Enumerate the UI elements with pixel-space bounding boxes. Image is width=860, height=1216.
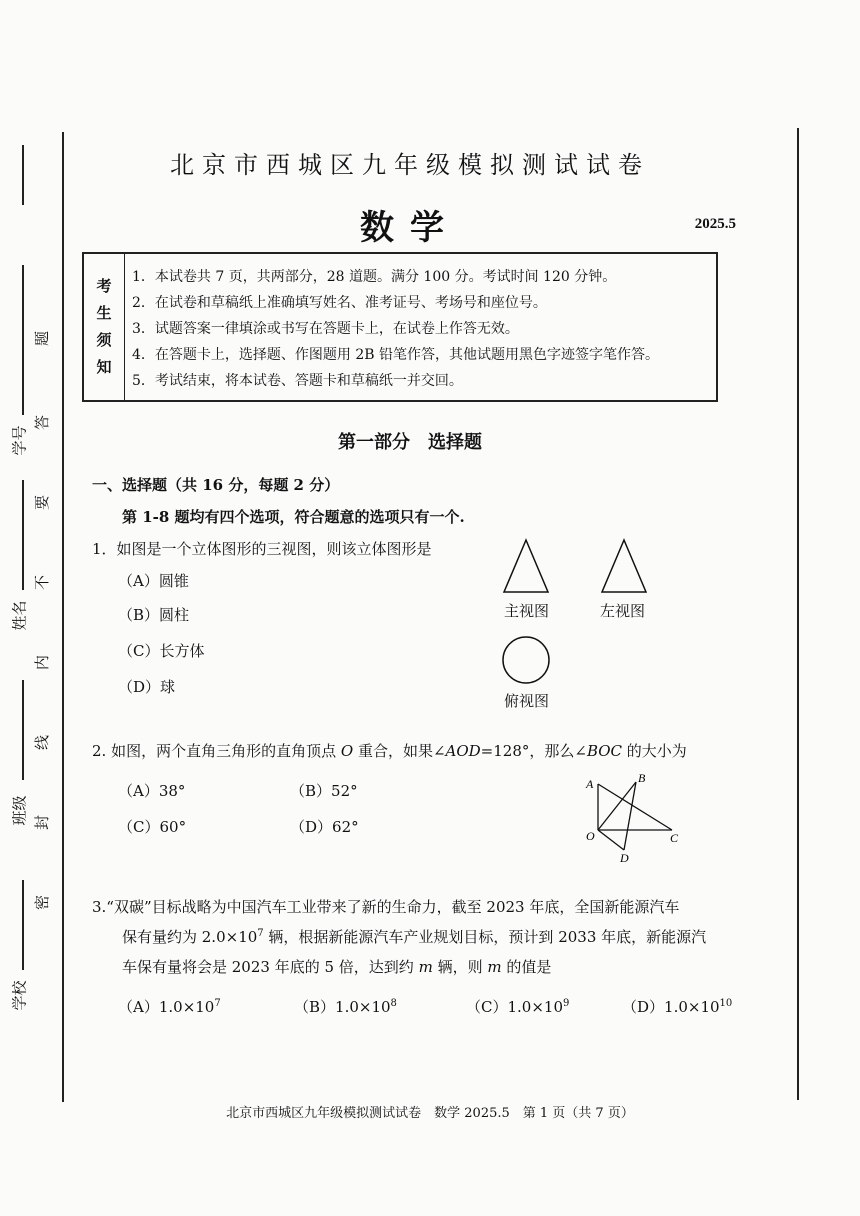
page-border-right [797, 128, 799, 1100]
seal-word: 答 [33, 414, 52, 431]
q3-option-exponent: 9 [563, 998, 570, 1009]
q3-text: 车保有量将会是 2023 年底的 5 倍，达到约 [122, 958, 419, 976]
q3-line-1: 3.“双碳”目标战略为中国汽车工业带来了新的生命力，截至 2023 年底，全国新能源汽车 [92, 898, 680, 916]
q3-line-3 [122, 956, 551, 977]
blank-line-name [22, 480, 24, 590]
notice-label-char: 须 [96, 331, 112, 349]
blank-line-class [22, 680, 24, 780]
q3-var-m: m [418, 958, 433, 976]
subject-title: 数学 [360, 208, 460, 248]
q1-option-d: （D）球 [118, 678, 176, 696]
seal-word: 内 [33, 654, 52, 671]
binding-label-student-id: 学号 [10, 425, 29, 456]
q3-line-2 [122, 926, 706, 947]
notice-item: 2．在试卷和草稿纸上准确填写姓名、准考证号、考场号和座位号。 [132, 295, 547, 311]
q2-stem-part: 的大小为 [622, 742, 687, 760]
q1-option-b: （B）圆柱 [118, 606, 190, 624]
q1-option-c: （C）长方体 [118, 642, 205, 660]
q3-option-text: （A）1.0×10 [118, 998, 215, 1016]
notice-box [82, 252, 718, 402]
page-footer: 北京市西城区九年级模拟测试试卷 数学 2025.5 第 1 页（共 7 页） [226, 1106, 634, 1121]
q2-option-b: （B）52° [290, 782, 358, 800]
q1-three-views-figure [490, 530, 670, 715]
q3-option-b [294, 996, 397, 1017]
q2-var-boc: BOC [586, 742, 623, 760]
notice-item: 3．试题答案一律填涂或书写在答题卡上，在试卷上作答无效。 [132, 321, 519, 337]
q2-stem [92, 740, 687, 761]
notice-item: 5．考试结束，将本试卷、答题卡和草稿纸一并交回。 [132, 373, 463, 389]
q3-text: 辆，则 [432, 958, 488, 976]
q3-option-d [622, 996, 732, 1017]
binding-label-class: 班级 [10, 795, 29, 826]
segment-bd [624, 782, 636, 850]
section-heading: 一、选择题（共 16 分，每题 2 分） [92, 476, 340, 494]
binding-label-name: 姓名 [10, 600, 29, 631]
segment-ob [598, 782, 636, 830]
point-label-b: B [638, 771, 646, 785]
blank-line-student-id [22, 265, 24, 415]
q3-option-text: （B）1.0×10 [294, 998, 391, 1016]
binding-label-school: 学校 [10, 980, 29, 1011]
notice-label-char: 生 [96, 304, 112, 322]
seal-word: 要 [33, 494, 52, 511]
q2-option-c: （C）60° [118, 818, 187, 836]
exam-date: 2025.5 [694, 216, 736, 232]
seal-word: 不 [33, 574, 52, 591]
front-view-label: 主视图 [504, 602, 550, 620]
point-label-a: A [586, 777, 594, 791]
q2-option-a: （A）38° [118, 782, 186, 800]
notice-item: 4．在答题卡上，选择题、作图题用 2B 铅笔作答，其他试题用黑色字迹签字笔作答。 [132, 347, 660, 363]
q3-text: 保有量约为 2.0×10 [122, 928, 258, 946]
top-view-label: 俯视图 [504, 692, 550, 710]
front-view-triangle [504, 540, 548, 592]
q3-text: 辆，根据新能源汽车产业规划目标，预计到 2033 年底，新能源汽 [263, 928, 707, 946]
notice-list [132, 264, 659, 394]
section-title: 第一部分 选择题 [338, 432, 482, 453]
point-label-o: O [586, 829, 595, 843]
q3-option-c [466, 996, 569, 1017]
blank-line-school [22, 880, 24, 970]
q3-option-a [118, 996, 221, 1017]
binding-strip-line [62, 132, 64, 1102]
q1-stem: 1．如图是一个立体图形的三视图，则该立体图形是 [92, 540, 432, 558]
point-label-c: C [670, 831, 679, 845]
exam-title: 北京市西城区九年级模拟测试试卷 [170, 151, 650, 179]
notice-label-char: 知 [96, 358, 112, 376]
top-view-circle [503, 637, 549, 683]
seal-word: 封 [33, 814, 52, 831]
seal-word: 线 [33, 734, 52, 751]
q2-stem-part: =128°，那么∠ [480, 742, 587, 760]
left-view-triangle [602, 540, 646, 592]
q3-option-text: （D）1.0×10 [622, 998, 720, 1016]
q3-option-exponent: 7 [214, 998, 221, 1009]
q3-option-exponent: 10 [719, 998, 733, 1009]
seal-word: 密 [33, 894, 52, 911]
notice-label-char: 考 [96, 277, 112, 295]
q1-option-a: （A）圆锥 [118, 572, 189, 590]
q2-option-d: （D）62° [290, 818, 359, 836]
q3-var-m: m [487, 958, 502, 976]
notice-item: 1．本试卷共 7 页，共两部分，28 道题。满分 100 分。考试时间 120 分钟。 [132, 269, 617, 285]
point-label-d: D [620, 851, 629, 865]
q2-stem-part: 重合，如果∠ [353, 742, 446, 760]
q2-var-aod: AOD [445, 742, 481, 760]
q3-exponent: 7 [257, 928, 264, 939]
left-view-label: 左视图 [600, 602, 646, 620]
q3-text: 的值是 [501, 958, 552, 976]
q2-var-o: O [340, 742, 354, 760]
seal-word: 题 [33, 330, 52, 347]
notice-label [84, 254, 125, 400]
segment-od [598, 830, 624, 850]
q3-option-exponent: 8 [390, 998, 397, 1009]
q2-triangles-figure [580, 768, 690, 868]
section-instruction: 第 1-8 题均有四个选项，符合题意的选项只有一个. [122, 508, 465, 526]
q2-stem-part: 2. 如图，两个直角三角形的直角顶点 [92, 742, 341, 760]
q3-option-text: （C）1.0×10 [466, 998, 563, 1016]
